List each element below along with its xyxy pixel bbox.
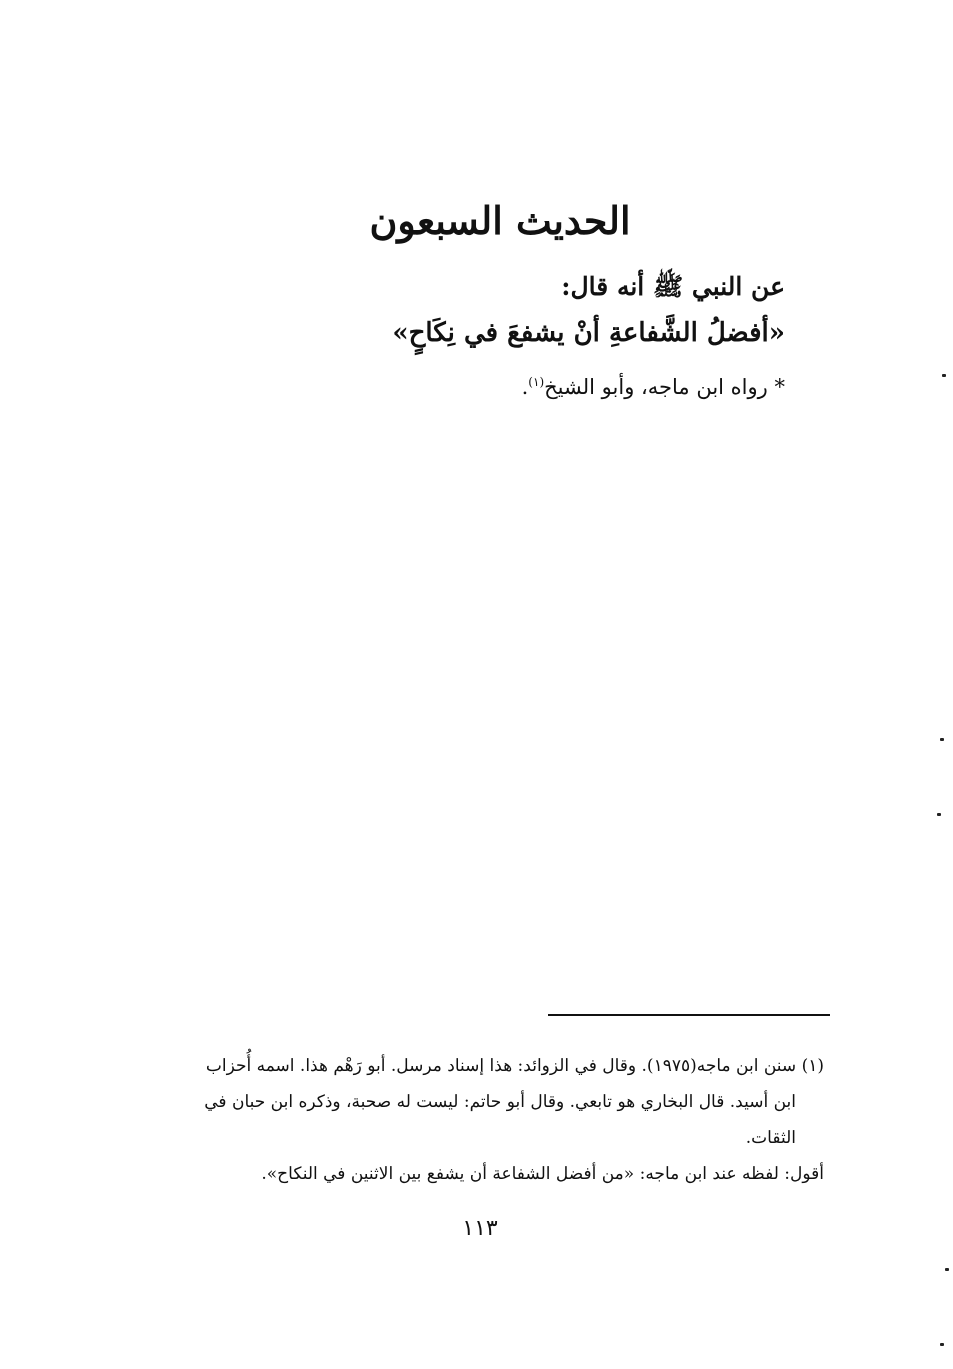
footnote-1-line-3: الثقات. <box>745 1128 796 1148</box>
narration-line <box>145 375 785 400</box>
page-number: ١١٣ <box>462 1216 498 1241</box>
footnote-note: أقول: لفظه عند ابن ماجه: «من أفضل الشفاعة أن يشفع بين الاثنين في النكاح». <box>261 1164 824 1184</box>
narration-end: . <box>521 375 529 400</box>
scan-margin-mark <box>945 1268 949 1271</box>
hadith-text: «أفضلُ الشَّفاعةِ أنْ يشفعَ في نِكَاحٍ» <box>392 318 785 348</box>
scan-margin-mark <box>937 813 941 816</box>
hadith-title: الحديث السبعون <box>369 198 631 243</box>
narration-text: رواه ابن ماجه، وأبو الشيخ <box>544 375 768 400</box>
footnote-reference: (١) <box>528 375 545 390</box>
hadith-intro: عن النبي ﷺ أنه قال: <box>561 272 785 301</box>
footnotes-section <box>148 1048 824 1192</box>
narration-bullet: * <box>774 375 785 400</box>
scan-margin-mark <box>940 1343 944 1346</box>
footnote-divider <box>548 1014 830 1016</box>
footnote-1-line-2: ابن أسيد. قال البخاري هو تابعي. وقال أبو حاتم: ليست له صحبة، وذكره ابن حبان في <box>204 1092 796 1112</box>
scan-margin-mark <box>942 374 946 377</box>
footnote-1-line-1: (١) سنن ابن ماجه(١٩٧٥). وقال في الزوائد: هذا إسناد مرسل. أبو رَهْم هذا. اسمه أُحزاب <box>205 1056 824 1076</box>
hadith-body <box>145 272 785 400</box>
scan-margin-mark <box>940 738 944 741</box>
